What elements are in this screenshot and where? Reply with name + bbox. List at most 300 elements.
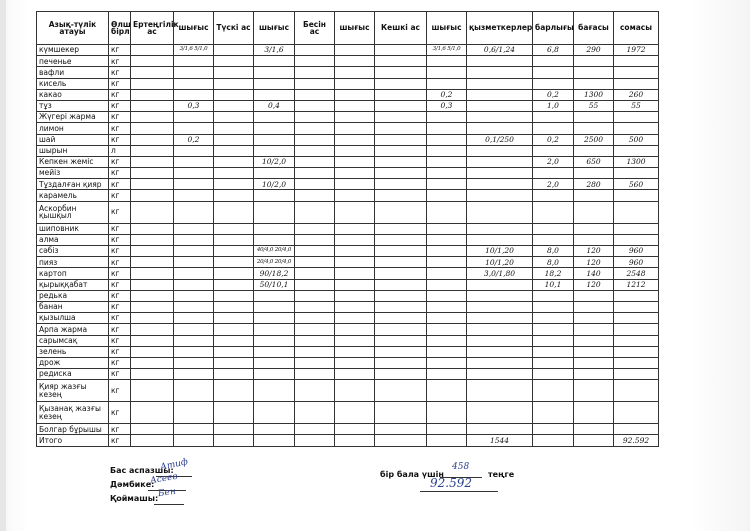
value-cell	[254, 424, 295, 435]
unit-cell: кг	[109, 67, 131, 78]
col-header-unit: Өлш бірл	[109, 12, 131, 45]
value-cell	[574, 435, 614, 446]
value-cell	[254, 123, 295, 134]
value-cell	[614, 313, 659, 324]
product-name-cell: күмшекер	[37, 45, 109, 56]
value-cell	[427, 402, 467, 424]
value-cell	[295, 324, 335, 335]
value-cell	[174, 190, 214, 201]
value-cell	[614, 112, 659, 123]
value-cell	[427, 145, 467, 156]
value-cell	[574, 168, 614, 179]
value-cell	[467, 380, 533, 402]
value-cell	[131, 357, 174, 368]
value-cell	[335, 223, 375, 234]
value-cell	[295, 134, 335, 145]
value-cell	[614, 380, 659, 402]
value-cell	[214, 301, 254, 312]
value-cell	[335, 123, 375, 134]
value-cell	[614, 201, 659, 223]
value-cell	[254, 168, 295, 179]
value-cell	[614, 234, 659, 245]
value-cell	[375, 201, 427, 223]
value-cell	[214, 190, 254, 201]
col-header-snack-out: шығыс	[335, 12, 375, 45]
value-cell	[335, 89, 375, 100]
value-cell	[131, 279, 174, 290]
value-cell	[375, 301, 427, 312]
value-cell	[427, 335, 467, 346]
value-cell	[335, 346, 375, 357]
value-cell	[614, 56, 659, 67]
product-name-cell: дрож	[37, 357, 109, 368]
value-cell	[574, 290, 614, 301]
value-cell	[467, 112, 533, 123]
value-cell	[214, 257, 254, 268]
value-cell	[335, 246, 375, 257]
value-cell	[174, 179, 214, 190]
value-cell	[533, 313, 574, 324]
value-cell	[375, 357, 427, 368]
value-cell	[467, 156, 533, 167]
value-cell	[214, 56, 254, 67]
unit-cell: кг	[109, 56, 131, 67]
value-cell	[254, 78, 295, 89]
value-cell	[427, 357, 467, 368]
product-name-cell: печенье	[37, 56, 109, 67]
value-cell	[174, 56, 214, 67]
value-cell	[375, 56, 427, 67]
value-cell	[131, 179, 174, 190]
value-cell	[375, 112, 427, 123]
value-cell	[427, 123, 467, 134]
value-cell	[335, 179, 375, 190]
value-cell	[131, 402, 174, 424]
product-name-cell: банан	[37, 301, 109, 312]
value-cell	[614, 335, 659, 346]
value-cell	[131, 313, 174, 324]
value-cell	[375, 67, 427, 78]
value-cell	[614, 78, 659, 89]
value-cell	[131, 134, 174, 145]
value-cell	[533, 335, 574, 346]
value-cell	[614, 123, 659, 134]
value-cell	[427, 112, 467, 123]
value-cell	[574, 145, 614, 156]
col-header-total: барлығы	[533, 12, 574, 45]
unit-cell: кг	[109, 156, 131, 167]
value-cell	[375, 100, 427, 111]
value-cell	[574, 78, 614, 89]
value-cell	[427, 156, 467, 167]
value-cell	[375, 168, 427, 179]
handwritten-total: 92.592	[430, 476, 472, 490]
value-cell	[574, 324, 614, 335]
product-name-cell: Арпа жарма	[37, 324, 109, 335]
value-cell	[533, 324, 574, 335]
product-name-cell: шай	[37, 134, 109, 145]
product-name-cell: Жүгері жарма	[37, 112, 109, 123]
table-row	[37, 268, 659, 279]
value-cell	[214, 357, 254, 368]
value-cell	[295, 313, 335, 324]
value-cell	[131, 324, 174, 335]
value-cell	[614, 290, 659, 301]
value-cell	[295, 435, 335, 446]
table-row	[37, 100, 659, 111]
value-cell	[174, 268, 214, 279]
storekeeper-sign-line	[154, 504, 184, 505]
table-row	[37, 112, 659, 123]
value-cell	[254, 369, 295, 380]
value-cell	[427, 268, 467, 279]
value-cell	[574, 346, 614, 357]
handwritten-value-cell: 650	[574, 156, 614, 167]
value-cell	[214, 234, 254, 245]
handwritten-value-cell: 960	[614, 246, 659, 257]
value-cell	[533, 435, 574, 446]
unit-cell: кг	[109, 369, 131, 380]
product-name-cell: Тұздалған қияр	[37, 179, 109, 190]
handwritten-value-cell: 120	[574, 246, 614, 257]
value-cell	[295, 380, 335, 402]
value-cell	[295, 123, 335, 134]
value-cell	[427, 246, 467, 257]
table-row	[37, 324, 659, 335]
value-cell	[614, 223, 659, 234]
table-row	[37, 380, 659, 402]
value-cell	[574, 380, 614, 402]
product-name-cell: шиповник	[37, 223, 109, 234]
value-cell	[427, 380, 467, 402]
value-cell	[214, 346, 254, 357]
value-cell	[295, 246, 335, 257]
table-row	[37, 435, 659, 446]
value-cell	[375, 123, 427, 134]
table-row	[37, 89, 659, 100]
value-cell	[254, 112, 295, 123]
value-cell	[533, 234, 574, 245]
unit-cell: кг	[109, 290, 131, 301]
value-cell	[427, 78, 467, 89]
product-name-cell: какао	[37, 89, 109, 100]
value-cell	[375, 313, 427, 324]
handwritten-value-cell: 0,4	[254, 100, 295, 111]
product-name-cell: Аскорбин қышқыл	[37, 201, 109, 223]
value-cell	[174, 357, 214, 368]
table-row	[37, 246, 659, 257]
value-cell	[214, 324, 254, 335]
value-cell	[174, 346, 214, 357]
product-name-cell: Итого	[37, 435, 109, 446]
product-name-cell: картоп	[37, 268, 109, 279]
value-cell	[335, 313, 375, 324]
total-line	[420, 491, 498, 492]
handwritten-value-cell: 0,2	[174, 134, 214, 145]
value-cell	[427, 234, 467, 245]
unit-cell: кг	[109, 402, 131, 424]
value-cell	[295, 279, 335, 290]
handwritten-value-cell: 8,0	[533, 257, 574, 268]
handwritten-value-cell: 40/4,0 20/4,0	[254, 246, 295, 257]
value-cell	[375, 134, 427, 145]
handwritten-value-cell: 18,2	[533, 268, 574, 279]
value-cell	[427, 346, 467, 357]
handwritten-value-cell: 140	[574, 268, 614, 279]
col-header-amount: сомасы	[614, 12, 659, 45]
product-name-cell: редиска	[37, 369, 109, 380]
value-cell	[574, 335, 614, 346]
unit-cell: кг	[109, 89, 131, 100]
value-cell	[131, 45, 174, 56]
value-cell	[214, 112, 254, 123]
head-cook-label: Бас аспазшы:	[110, 466, 174, 475]
value-cell	[614, 357, 659, 368]
value-cell	[574, 357, 614, 368]
value-cell	[335, 424, 375, 435]
unit-cell: кг	[109, 100, 131, 111]
value-cell	[375, 156, 427, 167]
table-row	[37, 56, 659, 67]
value-cell	[214, 424, 254, 435]
table-row	[37, 234, 659, 245]
value-cell	[467, 67, 533, 78]
per-child-label: бір бала үшін	[380, 470, 444, 479]
product-name-cell: Болгар бұрышы	[37, 424, 109, 435]
value-cell	[427, 279, 467, 290]
value-cell	[254, 380, 295, 402]
value-cell	[533, 301, 574, 312]
value-cell	[214, 156, 254, 167]
value-cell	[131, 112, 174, 123]
handwritten-value-cell: 55	[574, 100, 614, 111]
value-cell	[375, 290, 427, 301]
unit-cell: кг	[109, 279, 131, 290]
storekeeper-signature: Бен	[157, 486, 177, 500]
value-cell	[131, 424, 174, 435]
handwritten-value-cell: 1544	[467, 435, 533, 446]
value-cell	[174, 78, 214, 89]
value-cell	[375, 369, 427, 380]
table-row	[37, 67, 659, 78]
value-cell	[174, 290, 214, 301]
value-cell	[254, 402, 295, 424]
table-row	[37, 369, 659, 380]
value-cell	[614, 67, 659, 78]
value-cell	[427, 369, 467, 380]
value-cell	[375, 335, 427, 346]
unit-cell: кг	[109, 424, 131, 435]
handwritten-value-cell: 3,0/1,80	[467, 268, 533, 279]
value-cell	[467, 56, 533, 67]
handwritten-value-cell: 3/1,6 5/1,0	[174, 45, 214, 56]
value-cell	[174, 223, 214, 234]
handwritten-value-cell: 50/10,1	[254, 279, 295, 290]
unit-cell: кг	[109, 234, 131, 245]
value-cell	[214, 246, 254, 257]
value-cell	[214, 179, 254, 190]
value-cell	[467, 357, 533, 368]
product-name-cell: вафли	[37, 67, 109, 78]
value-cell	[295, 301, 335, 312]
handwritten-value-cell: 0,3	[427, 100, 467, 111]
value-cell	[335, 357, 375, 368]
value-cell	[295, 346, 335, 357]
col-header-afternoon-snack: Бесін ас	[295, 12, 335, 45]
value-cell	[427, 313, 467, 324]
value-cell	[467, 223, 533, 234]
value-cell	[335, 134, 375, 145]
value-cell	[427, 324, 467, 335]
handwritten-value-cell: 10/1,20	[467, 257, 533, 268]
value-cell	[335, 402, 375, 424]
product-name-cell: кисель	[37, 78, 109, 89]
handwritten-value-cell: 2,0	[533, 156, 574, 167]
unit-cell: кг	[109, 301, 131, 312]
value-cell	[533, 380, 574, 402]
value-cell	[254, 201, 295, 223]
value-cell	[214, 100, 254, 111]
value-cell	[614, 346, 659, 357]
handwritten-value-cell: 500	[614, 134, 659, 145]
value-cell	[131, 123, 174, 134]
unit-cell: кг	[109, 357, 131, 368]
value-cell	[174, 402, 214, 424]
value-cell	[375, 380, 427, 402]
product-name-cell: пияз	[37, 257, 109, 268]
value-cell	[335, 56, 375, 67]
handwritten-value-cell: 10/1,20	[467, 246, 533, 257]
table-row	[37, 313, 659, 324]
value-cell	[254, 290, 295, 301]
handwritten-value-cell: 1,0	[533, 100, 574, 111]
value-cell	[375, 279, 427, 290]
value-cell	[254, 190, 295, 201]
handwritten-value-cell: 280	[574, 179, 614, 190]
handwritten-value-cell: 8,0	[533, 246, 574, 257]
value-cell	[533, 190, 574, 201]
value-cell	[375, 179, 427, 190]
value-cell	[467, 424, 533, 435]
value-cell	[467, 346, 533, 357]
value-cell	[295, 335, 335, 346]
value-cell	[375, 78, 427, 89]
value-cell	[427, 179, 467, 190]
product-name-cell: Қияр жазғы кезең	[37, 380, 109, 402]
value-cell	[533, 223, 574, 234]
product-name-cell: қырыққабат	[37, 279, 109, 290]
value-cell	[131, 145, 174, 156]
col-header-breakfast: Ертеңгілік ас	[131, 12, 174, 45]
table-row	[37, 357, 659, 368]
handwritten-value-cell: 20/4,0 20/4,0	[254, 257, 295, 268]
value-cell	[254, 357, 295, 368]
value-cell	[174, 201, 214, 223]
value-cell	[375, 234, 427, 245]
value-cell	[335, 145, 375, 156]
value-cell	[254, 346, 295, 357]
handwritten-value-cell: 2548	[614, 268, 659, 279]
unit-cell: кг	[109, 268, 131, 279]
value-cell	[533, 168, 574, 179]
product-name-cell: сарымсақ	[37, 335, 109, 346]
value-cell	[335, 301, 375, 312]
unit-cell: кг	[109, 45, 131, 56]
value-cell	[131, 301, 174, 312]
handwritten-value-cell: 6,8	[533, 45, 574, 56]
value-cell	[295, 145, 335, 156]
value-cell	[254, 234, 295, 245]
unit-cell: кг	[109, 179, 131, 190]
table-header-row	[37, 12, 659, 45]
value-cell	[574, 369, 614, 380]
value-cell	[295, 89, 335, 100]
value-cell	[214, 290, 254, 301]
dietitian-label: Дәмбике:	[110, 480, 155, 489]
handwritten-value-cell: 0,2	[533, 134, 574, 145]
table-row	[37, 257, 659, 268]
value-cell	[467, 89, 533, 100]
value-cell	[131, 201, 174, 223]
value-cell	[614, 145, 659, 156]
value-cell	[214, 402, 254, 424]
handwritten-value-cell: 3/1,6 5/1,0	[427, 45, 467, 56]
value-cell	[295, 357, 335, 368]
table-row	[37, 290, 659, 301]
value-cell	[131, 168, 174, 179]
value-cell	[174, 156, 214, 167]
handwritten-value-cell: 2,0	[533, 179, 574, 190]
product-name-cell: қызылша	[37, 313, 109, 324]
unit-cell: кг	[109, 123, 131, 134]
value-cell	[295, 45, 335, 56]
value-cell	[467, 279, 533, 290]
value-cell	[254, 89, 295, 100]
unit-cell: кг	[109, 223, 131, 234]
value-cell	[214, 201, 254, 223]
table-row	[37, 279, 659, 290]
per-child-value: 458	[452, 462, 470, 472]
value-cell	[614, 190, 659, 201]
value-cell	[295, 234, 335, 245]
value-cell	[614, 301, 659, 312]
product-name-cell: шырын	[37, 145, 109, 156]
value-cell	[131, 190, 174, 201]
value-cell	[533, 67, 574, 78]
handwritten-value-cell: 0,6/1,24	[467, 45, 533, 56]
value-cell	[214, 369, 254, 380]
value-cell	[427, 201, 467, 223]
value-cell	[467, 402, 533, 424]
dietitian-signature: Асеев	[149, 471, 179, 487]
value-cell	[295, 223, 335, 234]
handwritten-value-cell: 92.592	[614, 435, 659, 446]
value-cell	[533, 346, 574, 357]
value-cell	[295, 156, 335, 167]
value-cell	[174, 234, 214, 245]
value-cell	[295, 56, 335, 67]
value-cell	[254, 67, 295, 78]
value-cell	[335, 201, 375, 223]
product-name-cell: лимон	[37, 123, 109, 134]
value-cell	[533, 357, 574, 368]
handwritten-value-cell: 90/18,2	[254, 268, 295, 279]
value-cell	[295, 424, 335, 435]
handwritten-value-cell: 290	[574, 45, 614, 56]
unit-cell: кг	[109, 313, 131, 324]
value-cell	[174, 324, 214, 335]
value-cell	[174, 424, 214, 435]
